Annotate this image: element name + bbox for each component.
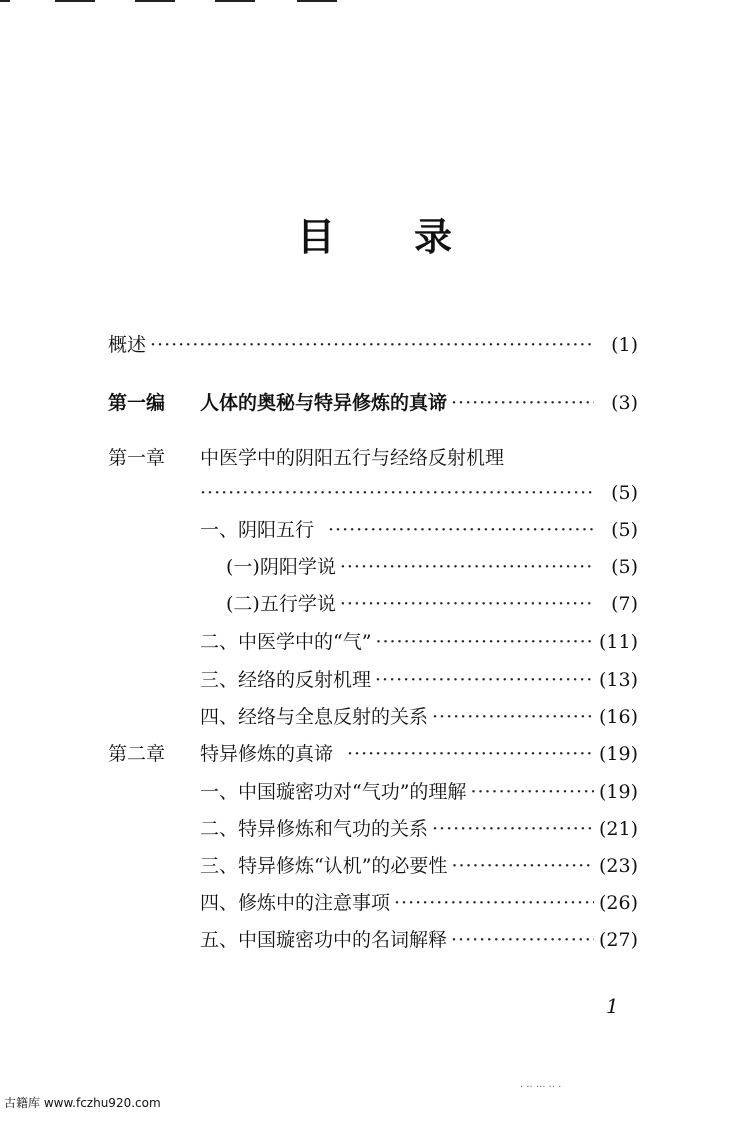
toc-entry-text: 特异修炼的真谛 bbox=[200, 743, 334, 765]
toc-entry-text: 四、修炼中的注意事项 bbox=[200, 892, 391, 914]
toc-entry-text: 一、阴阳五行 bbox=[200, 519, 315, 541]
toc-entry-text: (一)阴阳学说 bbox=[226, 556, 336, 578]
footer-smudge: · ·· ··· ·· · bbox=[520, 1082, 562, 1093]
toc-entry-text: 五、中国璇密功中的名词解释 bbox=[200, 929, 448, 951]
toc-entry-text: 二、特异修炼和气功的关系 bbox=[200, 818, 429, 840]
watermark: 古籍库 www.fczhu920.com bbox=[4, 1096, 161, 1110]
leader-dots bbox=[375, 666, 594, 694]
toc-page-ref: (5) bbox=[611, 556, 638, 578]
toc-entry-part1[interactable] bbox=[200, 389, 638, 417]
leader-dots bbox=[375, 628, 594, 656]
leader-dots bbox=[200, 479, 594, 507]
toc-page-ref: (11) bbox=[598, 631, 638, 653]
toc-entry[interactable] bbox=[226, 553, 638, 581]
toc-entry-overview[interactable] bbox=[108, 331, 638, 359]
toc-entry[interactable] bbox=[226, 590, 638, 618]
part-label: 第一编 bbox=[108, 392, 166, 414]
toc-entry-text: 三、特异修炼“认机”的必要性 bbox=[200, 855, 448, 877]
toc-page-ref: (3) bbox=[611, 392, 638, 414]
toc-page-ref: (27) bbox=[598, 929, 638, 951]
title-char-2: 录 bbox=[414, 215, 453, 259]
toc-entry[interactable] bbox=[200, 516, 638, 544]
chapter-title: 中医学中的阴阳五行与经络反射机理 bbox=[200, 447, 505, 469]
toc-page-ref: (16) bbox=[598, 706, 638, 728]
toc-page-ref: (21) bbox=[598, 818, 638, 840]
toc-page-ref: (13) bbox=[598, 669, 638, 691]
leader-dots bbox=[328, 516, 594, 544]
leader-dots bbox=[347, 740, 594, 768]
leader-dots bbox=[150, 331, 594, 359]
toc-entry[interactable] bbox=[200, 628, 638, 656]
leader-dots bbox=[432, 815, 594, 843]
toc-entry[interactable] bbox=[200, 778, 638, 806]
toc-entry-text: 三、经络的反射机理 bbox=[200, 669, 372, 691]
chapter-label: 第一章 bbox=[108, 447, 166, 469]
toc-entry[interactable] bbox=[200, 926, 638, 954]
toc-page-ref: (7) bbox=[611, 593, 638, 615]
toc-entry-chapter2[interactable] bbox=[200, 740, 638, 768]
toc-page-ref: (5) bbox=[611, 519, 638, 541]
toc-page-ref: (26) bbox=[598, 892, 638, 914]
title-char-1: 目 bbox=[297, 215, 336, 259]
toc-entry[interactable] bbox=[200, 666, 638, 694]
toc-entry-text: 四、经络与全息反射的关系 bbox=[200, 706, 429, 728]
leader-dots bbox=[470, 778, 594, 806]
leader-dots bbox=[451, 852, 594, 880]
leader-dots bbox=[432, 703, 594, 731]
toc-page-ref: (19) bbox=[598, 781, 638, 803]
toc-entry-text: 二、中医学中的“气” bbox=[200, 631, 372, 653]
toc-entry[interactable] bbox=[200, 889, 638, 917]
toc-entry-text: 人体的奥秘与特异修炼的真谛 bbox=[200, 392, 448, 414]
leader-dots bbox=[340, 590, 594, 618]
toc-entry-text: 概述 bbox=[108, 334, 147, 356]
leader-dots bbox=[394, 889, 594, 917]
toc-entry-text: (二)五行学说 bbox=[226, 593, 336, 615]
leader-dots bbox=[451, 926, 594, 954]
toc-page-ref: (23) bbox=[598, 855, 638, 877]
toc-entry[interactable] bbox=[200, 815, 638, 843]
toc-entry-text: 一、中国璇密功对“气功”的理解 bbox=[200, 781, 467, 803]
toc-page-ref: (5) bbox=[611, 482, 638, 504]
page-number: 1 bbox=[606, 994, 619, 1018]
toc-page-ref: (19) bbox=[598, 743, 638, 765]
toc-entry-chapter1[interactable] bbox=[196, 479, 638, 507]
leader-dots bbox=[451, 389, 594, 417]
leader-dots bbox=[340, 553, 594, 581]
chapter-label: 第二章 bbox=[108, 743, 166, 765]
toc-entry[interactable] bbox=[200, 703, 638, 731]
toc-entry[interactable] bbox=[200, 852, 638, 880]
toc-page-ref: (1) bbox=[611, 334, 638, 356]
